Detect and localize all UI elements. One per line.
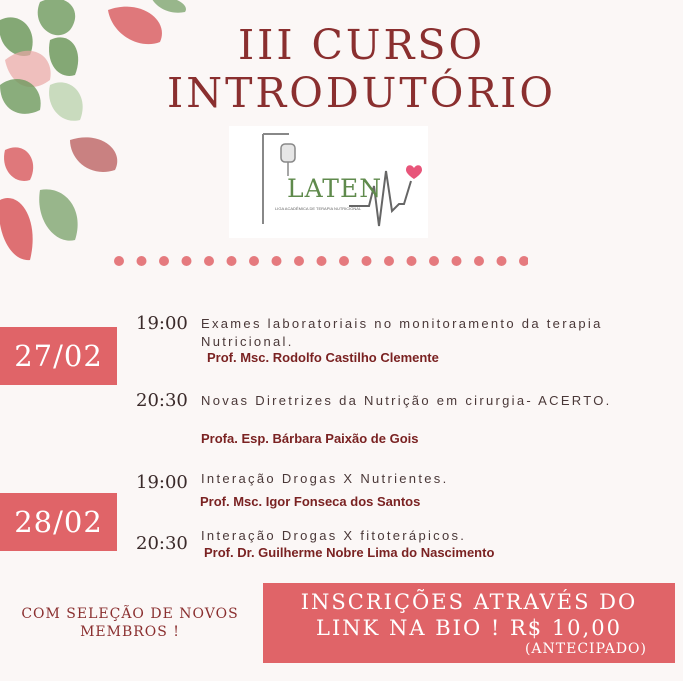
speaker-4: Prof. Dr. Guilherme Nobre Lima do Nascimento (204, 545, 495, 560)
new-members-line-1: COM SELEÇÃO DE NOVOS (21, 606, 239, 622)
divider-dot (137, 256, 147, 266)
divider-dot (159, 256, 169, 266)
dotted-divider (113, 255, 528, 267)
topic-4: Interação Drogas X fitoterápicos. (201, 528, 467, 543)
divider-dot (362, 256, 372, 266)
topic-1: Exames laboratoriais no monitoramento da terapia Nutricional. (201, 316, 603, 349)
divider-dot (249, 256, 259, 266)
divider-dot (497, 256, 507, 266)
speaker-2: Profa. Esp. Bárbara Paixão de Gois (201, 431, 419, 446)
divider-dot (204, 256, 214, 266)
new-members-line-2: MEMBROS ! (80, 624, 180, 640)
title-line-1: III CURSO (237, 21, 486, 69)
time-2: 20:30 (136, 390, 188, 411)
divider-dot (384, 256, 394, 266)
divider-dot (474, 256, 484, 266)
speaker-3: Prof. Msc. Igor Fonseca dos Santos (200, 494, 421, 509)
divider-dot (429, 256, 439, 266)
registration-line-1: INSCRIÇÕES ATRAVÉS DO (300, 590, 638, 614)
divider-dot (452, 256, 462, 266)
divider-dot (407, 256, 417, 266)
divider-dot (272, 256, 282, 266)
registration-line-3: (ANTECIPADO) (524, 641, 647, 657)
speaker-1: Prof. Msc. Rodolfo Castilho Clemente (207, 350, 439, 365)
topic-3: Interação Drogas X Nutrientes. (201, 471, 449, 486)
new-members-note (10, 605, 250, 641)
registration-line-2: LINK NA BIO ! R$ 10,00 (316, 616, 622, 640)
title-line-2: INTRODUTÓRIO (167, 69, 556, 117)
divider-dot (227, 256, 237, 266)
registration-banner (263, 583, 675, 663)
divider-dot (519, 256, 528, 266)
divider-dot (317, 256, 327, 266)
heart-icon (406, 165, 422, 179)
time-3: 19:00 (136, 472, 188, 493)
logo-subtitle: LIGA ACADÊMICA DE TERAPIA NUTRICIONAL (275, 206, 362, 211)
divider-dot (339, 256, 349, 266)
topic-2: Novas Diretrizes da Nutrição em cirurgia- ACERTO. (201, 393, 612, 408)
time-1: 19:00 (136, 313, 188, 334)
time-4: 20:30 (136, 533, 188, 554)
laten-logo (229, 126, 428, 238)
logo-text: LATEN (287, 174, 383, 203)
date-badge-first: 27/02 (0, 327, 117, 385)
date-badge-second: 28/02 (0, 493, 117, 551)
divider-dot (182, 256, 192, 266)
divider-dot (294, 256, 304, 266)
divider-dot (114, 256, 124, 266)
